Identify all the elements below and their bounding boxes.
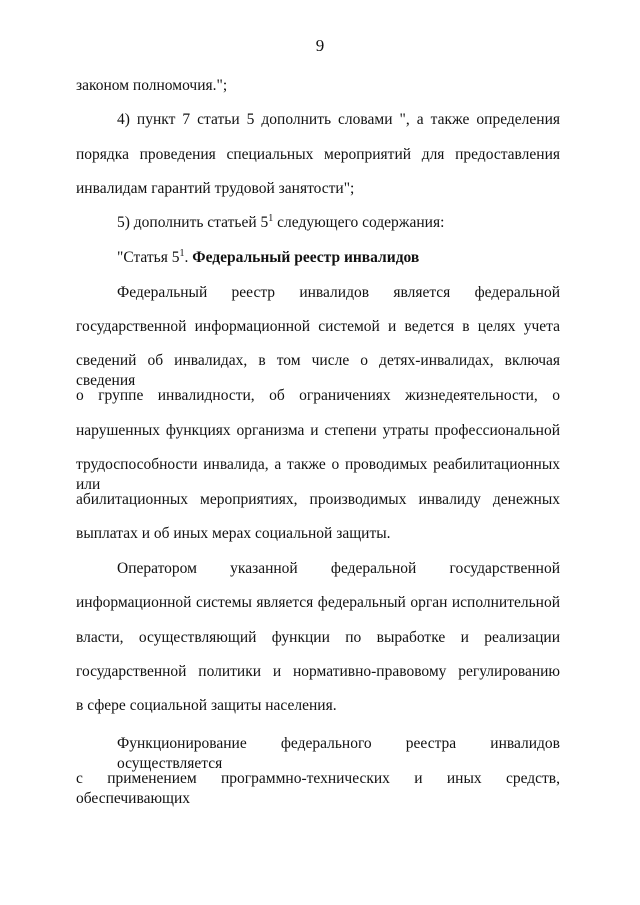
text-line: в сфере социальной защиты населения.	[76, 697, 337, 714]
text-line: абилитационных мероприятиях, производимых инвалиду денежных	[76, 491, 560, 508]
text-line: нарушенных функциях организма и степени утраты профессиональной	[76, 422, 560, 439]
text-line: государственной политики и нормативно-правовому регулированию	[76, 663, 560, 680]
text-line: законом полномочия.";	[76, 77, 228, 94]
text-line: выплатах и об иных мерах социальной защиты.	[76, 525, 391, 542]
text-line: Оператором указанной федеральной государственной	[117, 560, 560, 577]
text-line: государственной информационной системой и ведется в целях учета	[76, 318, 560, 335]
superscript: 1	[268, 213, 274, 224]
article-title: Федеральный реестр инвалидов	[192, 249, 420, 266]
text-line	[117, 213, 560, 233]
text-line: порядка проведения специальных мероприятий для предоставления	[76, 146, 560, 163]
superscript: 1	[179, 248, 185, 259]
text-line: трудоспособности инвалида, а также о проводимых реабилитационных или	[76, 456, 560, 493]
text-fragment: 5) дополнить статьей 5	[117, 214, 269, 231]
text-line: Функционирование федерального реестра инвалидов осуществляется	[117, 735, 560, 772]
text-line: Федеральный реестр инвалидов является федеральной	[117, 284, 560, 301]
text-line: 4) пункт 7 статьи 5 дополнить словами ", а также определения	[117, 111, 560, 128]
text-line: о группе инвалидности, об ограничениях жизнедеятельности, о	[76, 387, 560, 404]
text-fragment: "Статья 5	[117, 249, 180, 266]
page-number: 9	[315, 36, 325, 55]
text-fragment: .	[184, 249, 193, 266]
text-fragment: следующего содержания:	[273, 214, 445, 231]
text-line: с применением программно-технических и иных средств, обеспечивающих	[76, 770, 560, 807]
text-line: власти, осуществляющий функции по выработке и реализации	[76, 629, 560, 646]
text-line: сведений об инвалидах, в том числе о детях-инвалидах, включая сведения	[76, 352, 560, 389]
text-line: информационной системы является федеральный орган исполнительной	[76, 594, 560, 611]
text-line: инвалидам гарантий трудовой занятости";	[76, 180, 355, 197]
article-heading	[117, 248, 560, 268]
